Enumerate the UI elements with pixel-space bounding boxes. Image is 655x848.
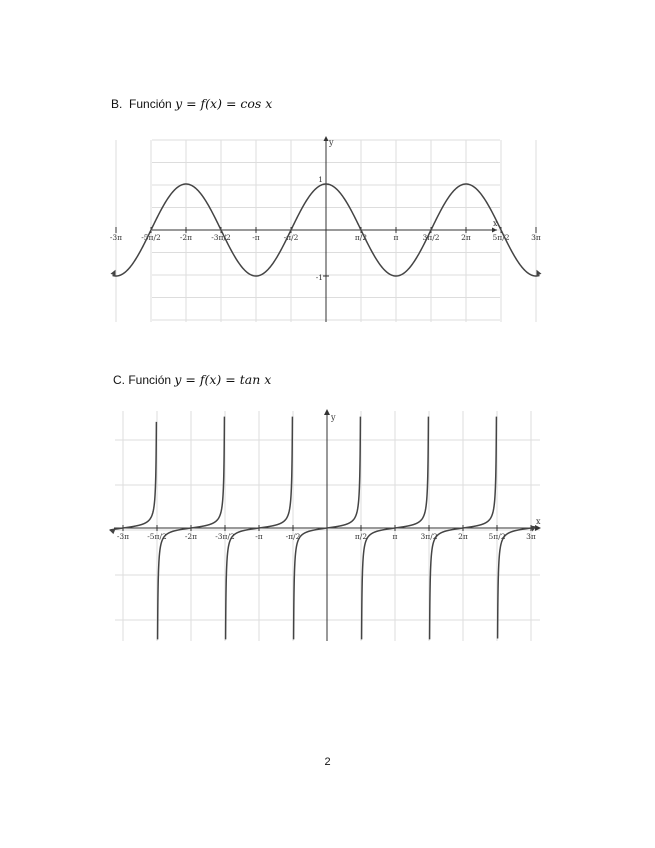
y-tick-label: 1	[318, 175, 323, 184]
x-tick-label: 3π	[531, 233, 541, 242]
x-tick-label: 5π/2	[488, 532, 506, 541]
y-axis-label: y	[331, 413, 336, 422]
x-tick-label: -5π/2	[147, 532, 167, 541]
x-tick-label: -2π	[179, 233, 193, 242]
x-tick-label: 5π/2	[492, 233, 510, 242]
section-c-letter: C.	[113, 373, 125, 387]
section-b-word: Función	[129, 97, 172, 111]
x-tick-label: -5π/2	[141, 233, 161, 242]
x-tick-label: π	[392, 532, 398, 541]
x-tick-label: -3π	[116, 532, 130, 541]
x-tick-label: 3π/2	[420, 532, 438, 541]
x-tick-label: 3π/2	[422, 233, 440, 242]
section-c-word: Función	[128, 373, 172, 387]
section-b-letter: B.	[111, 97, 123, 111]
x-tick-label: -π	[255, 532, 263, 541]
section-c-formula: y = f(x) = tan x	[174, 372, 272, 387]
x-tick-label: -π/2	[283, 233, 299, 242]
y-axis-label: y	[329, 138, 334, 147]
x-tick-label: -3π/2	[215, 532, 235, 541]
tan-curve-branch	[110, 422, 157, 530]
x-axis-label: x	[536, 517, 541, 526]
section-b-formula: y = f(x) = cos x	[175, 96, 273, 111]
x-tick-label: 2π	[461, 233, 471, 242]
page-number: 2	[324, 756, 331, 768]
y-axis-arrow	[324, 409, 330, 415]
x-tick-label: π/2	[354, 532, 368, 541]
x-axis-label: x	[493, 219, 498, 228]
x-tick-label: -2π	[184, 532, 198, 541]
x-tick-label: 3π	[526, 532, 536, 541]
x-tick-label: -3π/2	[211, 233, 231, 242]
x-tick-label: π	[393, 233, 399, 242]
tan-curve-branch	[498, 528, 535, 639]
x-tick-label: 2π	[458, 532, 468, 541]
x-tick-label: π/2	[354, 233, 368, 242]
x-tick-label: -π	[252, 233, 260, 242]
x-tick-label: -π/2	[285, 532, 301, 541]
x-tick-label: -3π	[109, 233, 123, 242]
y-tick-label: -1	[315, 273, 323, 282]
